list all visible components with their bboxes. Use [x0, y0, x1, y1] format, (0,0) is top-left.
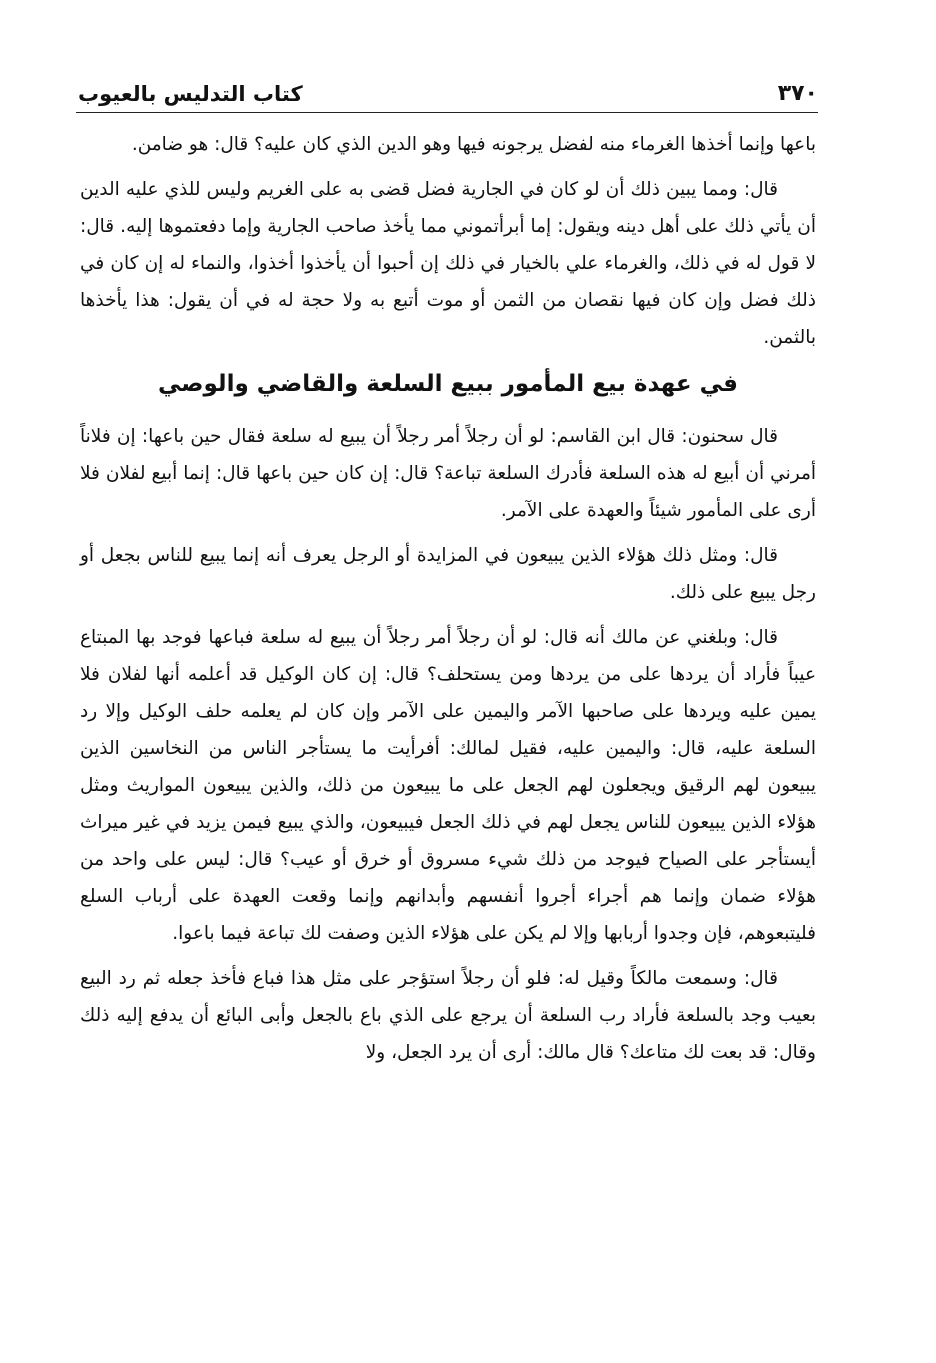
- paragraph: قال: ومثل ذلك هؤلاء الذين يبيعون في المزايدة أو الرجل يعرف أنه إنما يبيع للناس بجعل أو رجل يبيع على ذلك.: [80, 545, 816, 603]
- paragraph: قال: ومما يبين ذلك أن لو كان في الجارية فضل قضى به على الغريم وليس للذي عليه الدين أن يأتي ذلك على أهل دينه ويقول: إما أبرأتموني مما يأخذ صاحب الجارية وإما دفعتموها إليه. قال: لا قول له في ذلك، والغرماء علي بالخيار في ذلك إن أحبوا أن يأخذوا أخذوا، والنماء له إن كان في ذلك فضل وإن كان فيها نقصان من الثمن أو موت أتبع به ولا حجة له في أن يقول: هذا يأخذها بالثمن.: [80, 179, 816, 348]
- running-header: [78, 68, 818, 108]
- main-text: [80, 126, 816, 1079]
- section-heading: في عهدة بيع المأمور ببيع السلعة والقاضي والوصي: [158, 371, 738, 397]
- page-number: ٣٧٠: [777, 81, 818, 106]
- header-rule: [76, 112, 818, 113]
- paragraph: قال: وسمعت مالكاً وقيل له: فلو أن رجلاً استؤجر على مثل هذا فباع فأخذ جعله ثم رد البيع بعيب وجد بالسلعة فأراد رب السلعة أن يرجع على الذي باع بالجعل وأبى البائع أن يدفع إليه ذلك وقال: قد بعت لك متاعك؟ قال مالك: أرى أن يرد الجعل، ولا: [80, 968, 816, 1063]
- paragraph-continuation: باعها وإنما أخذها الغرماء منه لفضل يرجونه فيها وهو الدين الذي كان عليه؟ قال: هو ضامن.: [131, 134, 816, 155]
- paragraph: قال سحنون: قال ابن القاسم: لو أن رجلاً أمر رجلاً أن يبيع له سلعة فقال حين باعها: إن فلاناً أمرني أن أبيع له هذه السلعة فأدرك السلعة تباعة؟ قال: إن كان حين باعها قال: إنما أبيع لفلان فلا أرى على المأمور شيئاً والعهدة على الآمر.: [80, 426, 816, 521]
- paragraph: قال: وبلغني عن مالك أنه قال: لو أن رجلاً أمر رجلاً أن يبيع له سلعة فباعها فوجد بها المبتاع عيباً فأراد أن يردها على من يردها ومن يستحلف؟ قال: إن كان الوكيل قد أعلمه أنها لفلان فلا يمين عليه ويردها على صاحبها الآمر واليمين على الآمر وإن كان لم يعلمه حلف الوكيل وإلا رد السلعة عليه، قال: واليمين عليه، فقيل لمالك: أفرأيت ما يستأجر الناس من النخاسين الذين يبيعون لهم الرقيق ويجعلون لهم الجعل على ما يبيعون من ذلك، والذين يبيعون المواريث ومثل هؤلاء الذين يبيعون للناس يجعل لهم في ذلك الجعل فيبيعون، والذي يبيع فيمن يزيد في غير ميراث أيستأجر على الصياح فيوجد من ذلك شيء مسروق أو خرق أو عيب؟ قال: ليس على واحد من هؤلاء ضمان وإنما هم أجراء أجروا أنفسهم وأبدانهم وإنما وقعت العهدة على أرباب السلع فليتبعوهم، فإن وجدوا أربابها وإلا لم يكن على هؤلاء الذين وصفت لك تباعة فيما باعوا.: [80, 627, 816, 944]
- running-header-title: كتاب التدليس بالعيوب: [78, 82, 303, 106]
